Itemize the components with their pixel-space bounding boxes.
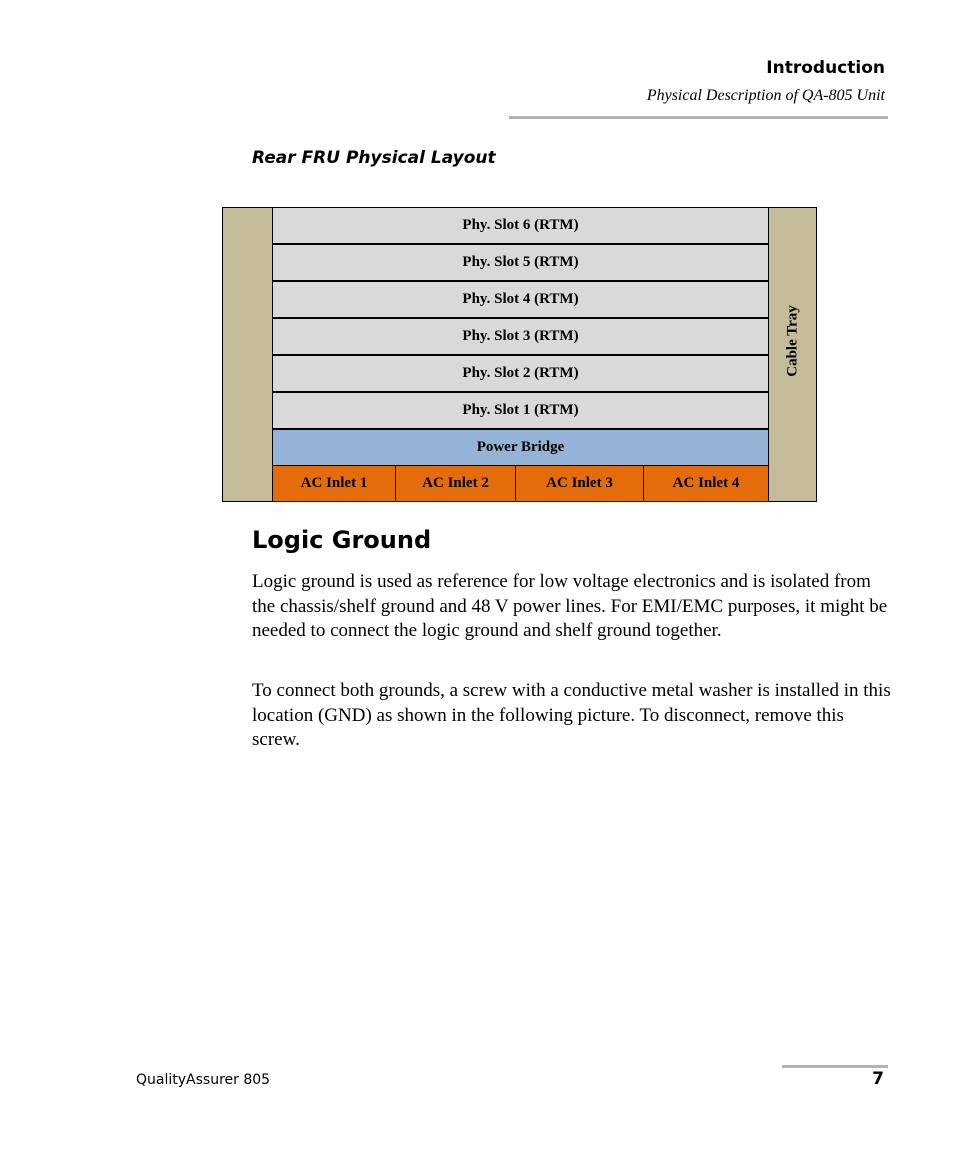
left-side-panel (223, 208, 272, 501)
paragraph-2: To connect both grounds, a screw with a conductive metal washer is installed in this location (GND) as shown in the following picture. To disconnect, remove this screw. (252, 680, 891, 750)
cable-tray-label: Cable Tray (784, 305, 801, 377)
cable-tray (768, 208, 816, 501)
running-header-subtitle: Physical Description of QA-805 Unit (646, 87, 885, 104)
header-rule (509, 116, 888, 119)
figure-caption: Rear FRU Physical Layout (252, 148, 496, 168)
slot-5: Phy. Slot 5 (RTM) (273, 245, 768, 282)
ac-inlet-4: AC Inlet 4 (644, 466, 768, 501)
footer-product-name: QualityAssurer 805 (136, 1072, 271, 1088)
slot-2: Phy. Slot 2 (RTM) (273, 356, 768, 393)
slot-1: Phy. Slot 1 (RTM) (273, 393, 768, 430)
power-bridge: Power Bridge (273, 430, 768, 467)
page-number: 7 (872, 1069, 884, 1089)
footer-rule (782, 1065, 888, 1068)
paragraph-1: Logic ground is used as reference for low voltage electronics and is isolated from the chassis/shelf ground and 48 V power lines. For EMI/EMC purposes, it might be needed to connect the logic ground and shelf ground together. (252, 571, 888, 641)
ac-inlet-1: AC Inlet 1 (273, 466, 396, 501)
ac-inlet-3: AC Inlet 3 (516, 466, 644, 501)
running-header-title: Introduction (766, 58, 885, 78)
slot-4: Phy. Slot 4 (RTM) (273, 282, 768, 319)
slot-column (272, 208, 768, 501)
section-title: Logic Ground (252, 526, 432, 554)
slot-3: Phy. Slot 3 (RTM) (273, 319, 768, 356)
rear-fru-layout-diagram (222, 207, 817, 502)
ac-inlet-row (273, 466, 768, 501)
slot-6: Phy. Slot 6 (RTM) (273, 208, 768, 245)
ac-inlet-2: AC Inlet 2 (396, 466, 516, 501)
